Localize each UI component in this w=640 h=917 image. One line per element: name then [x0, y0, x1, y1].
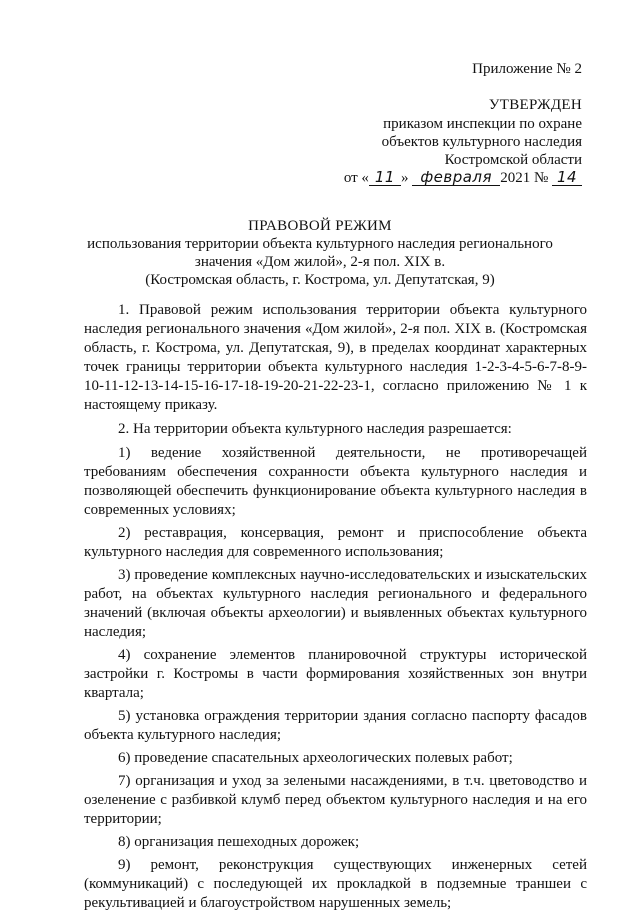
date-day-handwritten: 11 — [369, 169, 401, 186]
date-month-handwritten: февраля — [412, 169, 500, 186]
list-item: 4) сохранение элементов планировочной структуры исторической застройки г. Костромы в части формирования хозяйственных зон внутри квартала; — [84, 647, 587, 701]
heading-subtitle-2: значения «Дом жилой», 2-я пол. XIX в. — [194, 254, 446, 270]
approval-title: УТВЕРЖДЕН — [488, 97, 582, 113]
list-item: 9) ремонт, реконструкция существующих инженерных сетей (коммуникаций) с последующей их прокладкой в подземные траншеи с рекультивацией и благоустройством нарушенных земель; — [84, 857, 587, 911]
appendix-label: Приложение № 2 — [472, 61, 582, 77]
list-item: 5) установка ограждения территории здания согласно паспорту фасадов объекта культурного наследия; — [84, 708, 587, 743]
heading-subtitle-3: (Костромская область, г. Кострома, ул. Депутатская, 9) — [145, 272, 495, 288]
heading-subtitle-1: использования территории объекта культурного наследия регионального — [87, 236, 553, 252]
list-item: 8) организация пешеходных дорожек; — [118, 834, 360, 850]
list-item: 3) проведение комплексных научно-исследовательских и изыскательских работ, на объектах культурного наследия регионального и федерального значений (включая объекты археологии) и выявленных объектах культурного наследия; — [84, 567, 587, 640]
date-mid: » — [400, 170, 409, 186]
order-number-handwritten: 14 — [552, 169, 582, 186]
paragraph-1: 1. Правовой режим использования территории объекта культурного наследия регионального значения «Дом жилой», 2-я пол. XIX в. (Костромская область, г. Кострома, ул. Депутатская, 9), в пределах координат характерных точек границы территории объекта культурного наследия 1-2-3-4-5-6-7-8-9-10-11-12-13-14-15-16-17-18-19-20-21-22-23-1, согласно приложению № 1 к настоящему приказу. — [84, 302, 587, 413]
list-item: 6) проведение спасательных археологических полевых работ; — [118, 750, 513, 766]
date-year: 2021 № — [500, 170, 549, 186]
approval-date-line — [344, 168, 582, 188]
list-item: 1) ведение хозяйственной деятельности, не противоречащей требованиям обеспечения сохранности объекта культурного наследия и позволяющей обеспечить функционирование объекта культурного наследия в современных условиях; — [84, 445, 587, 518]
document-body — [84, 301, 587, 917]
approval-line-1: приказом инспекции по охране — [383, 116, 582, 132]
approval-line-2: объектов культурного наследия — [381, 134, 582, 150]
list-item: 7) организация и уход за зелеными насаждениями, в т.ч. цветоводство и озеленение с разбивкой клумб перед объектом культурного наследия и на его территории; — [84, 773, 587, 827]
paragraph-2: 2. На территории объекта культурного наследия разрешается: — [118, 421, 512, 437]
list-item: 2) реставрация, консервация, ремонт и приспособление объекта культурного наследия для современного использования; — [84, 525, 587, 560]
date-prefix: от « — [343, 170, 369, 186]
heading-title: ПРАВОВОЙ РЕЖИМ — [248, 218, 392, 234]
approval-line-3: Костромской области — [444, 152, 582, 168]
